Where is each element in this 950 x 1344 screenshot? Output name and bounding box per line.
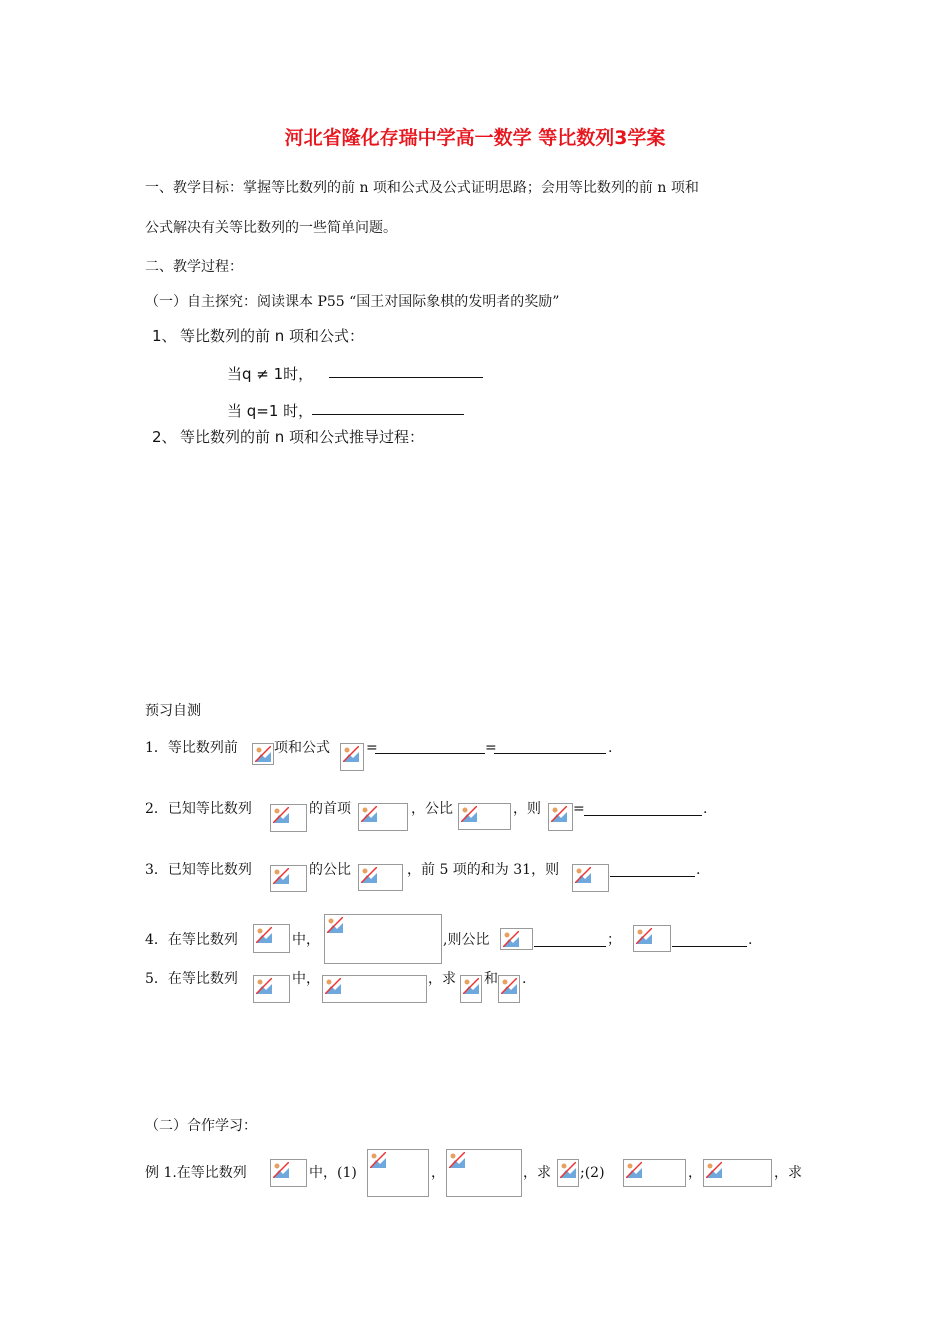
formula-image: [458, 803, 511, 830]
ex1-text-g: ，求: [774, 1165, 802, 1181]
formula-image: [270, 804, 307, 832]
ex1-text-a: 例 1.在等比数列: [145, 1165, 247, 1181]
p1-text-b: 项和公式: [274, 740, 330, 756]
p1-blank-1[interactable]: [375, 753, 485, 754]
item-1-text: 等比数列的前 n 项和公式：: [180, 327, 365, 345]
ex1-text-d: ，求: [523, 1165, 551, 1181]
p1-text-a: 1．等比数列前: [145, 740, 238, 756]
formula-image: [253, 975, 290, 1003]
formula-image: [703, 1159, 772, 1187]
teaching-goals-line-1: 一、教学目标：掌握等比数列的前 n 项和公式及公式证明思路；会用等比数列的前 n 项和: [145, 180, 699, 196]
formula-image: [623, 1159, 686, 1187]
p4-text-c: ,则公比: [443, 932, 490, 948]
case-q-eq-1: 当 q=1 时，: [227, 402, 314, 420]
formula-image: [270, 1159, 307, 1187]
formula-image: [633, 925, 671, 952]
formula-image: [498, 975, 520, 1003]
p3-text-c: ，前 5 项的和为 31，则: [407, 862, 560, 878]
blank-q-eq-1[interactable]: [312, 414, 464, 415]
formula-image: [557, 1159, 579, 1187]
p1-text-d: =: [485, 740, 497, 756]
p4-text-a: 4．在等比数列: [145, 932, 238, 948]
formula-image: [324, 914, 442, 964]
ex1-text-c: ，: [431, 1165, 445, 1181]
p4-blank-2[interactable]: [672, 946, 747, 947]
formula-image: [460, 975, 482, 1003]
preview-heading: 预习自测: [145, 703, 201, 719]
p1-text-e: .: [608, 740, 613, 756]
formula-image: [367, 1149, 429, 1197]
item-2-text: 等比数列的前 n 项和公式推导过程：: [180, 428, 425, 446]
blank-q-not-1[interactable]: [329, 377, 483, 378]
item-1-label: 1、: [152, 327, 177, 345]
teaching-goals-line-2: 公式解决有关等比数列的一些简单问题。: [145, 220, 397, 236]
formula-image: [548, 803, 573, 831]
p4-blank-1[interactable]: [534, 946, 606, 947]
p5-text-b: 中，: [292, 971, 320, 987]
formula-image: [358, 864, 403, 891]
teaching-process-heading: 二、教学过程：: [145, 259, 243, 275]
formula-image: [253, 924, 290, 953]
self-explore-heading: （一）自主探究：阅读课本 P55 “国王对国际象棋的发明者的奖励”: [145, 294, 560, 310]
ex1-text-b: 中，(1): [309, 1165, 357, 1181]
p3-text-d: .: [696, 862, 701, 878]
p3-text-a: 3．已知等比数列: [145, 862, 252, 878]
page-title: 河北省隆化存瑞中学高一数学 等比数列3学案: [284, 127, 666, 149]
p2-blank[interactable]: [584, 815, 702, 816]
p5-text-c: ，求: [428, 971, 456, 987]
formula-image: [340, 743, 364, 771]
formula-image: [446, 1149, 522, 1197]
p3-text-b: 的公比: [309, 862, 351, 878]
p2-text-c: ，公比: [411, 801, 453, 817]
formula-image: [500, 928, 533, 950]
ex1-text-e: ;(2): [580, 1165, 605, 1181]
p3-blank[interactable]: [610, 876, 695, 877]
p2-text-f: .: [703, 801, 708, 817]
ex1-text-f: ，: [688, 1165, 702, 1181]
p4-text-e: .: [748, 932, 753, 948]
formula-image: [572, 864, 609, 892]
p5-text-e: .: [522, 971, 527, 987]
item-2-label: 2、: [152, 428, 177, 446]
formula-image: [270, 865, 307, 892]
coop-heading: （二）合作学习：: [145, 1118, 257, 1134]
p2-text-b: 的首项: [309, 801, 351, 817]
p2-text-d: ，则: [513, 801, 541, 817]
formula-image: [252, 743, 274, 765]
p1-text-c: =: [366, 740, 378, 756]
p4-text-d: ；: [607, 932, 621, 948]
formula-image: [358, 803, 408, 831]
p2-text-e: =: [573, 801, 585, 817]
case-q-not-1: 当q ≠ 1时，: [227, 365, 314, 383]
p4-text-b: 中，: [292, 932, 320, 948]
p1-blank-2[interactable]: [494, 753, 606, 754]
formula-image: [322, 975, 427, 1003]
p5-text-d: 和: [484, 971, 498, 987]
p2-text-a: 2．已知等比数列: [145, 801, 252, 817]
p5-text-a: 5．在等比数列: [145, 971, 238, 987]
